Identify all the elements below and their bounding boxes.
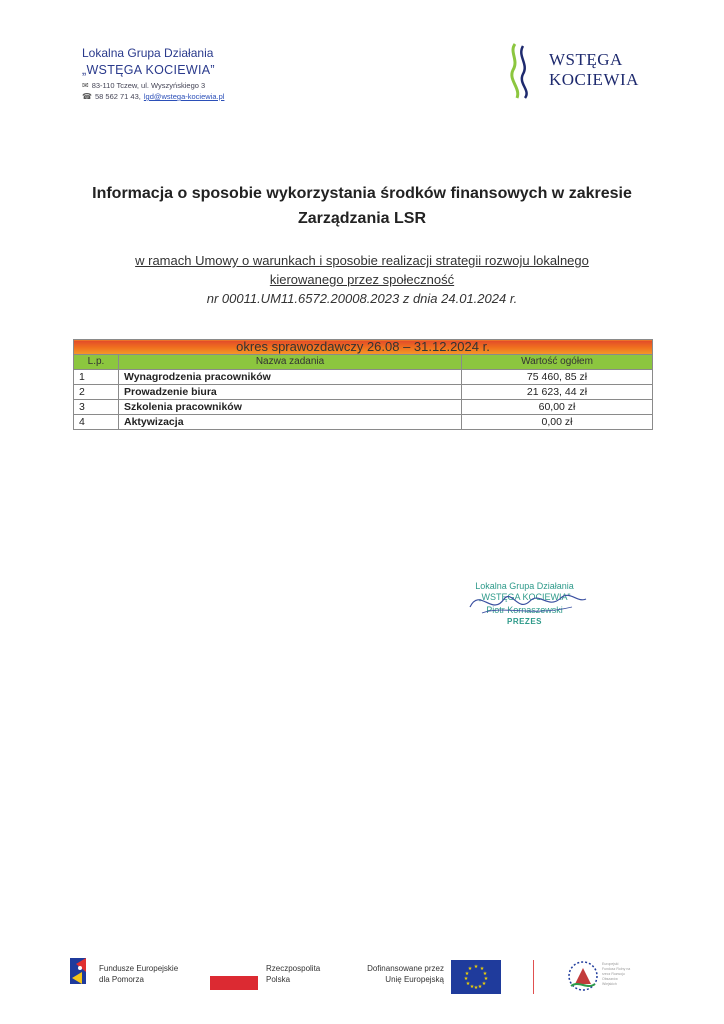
logo-line2: KOCIEWIA (549, 70, 639, 89)
svg-text:★: ★ (482, 971, 488, 977)
period-row (74, 340, 653, 355)
rp-line1: Rzeczpospolita (266, 964, 321, 973)
email-link[interactable]: lgd@wstega-kociewia.pl (143, 92, 225, 101)
address-text: 83-110 Tczew, ul. Wyszyńskiego 3 (91, 81, 206, 90)
table-row (74, 400, 653, 415)
eu-line1: Dofinansowane przez (367, 964, 444, 973)
report-table (73, 339, 653, 430)
eu-funds-line2: dla Pomorza (99, 975, 144, 984)
stamp-signatory: Piotr Kornaszewski (486, 605, 563, 615)
phone-icon: ☎ (82, 92, 92, 101)
subtitle-line1: w ramach Umowy o warunkach i sposobie realizacji strategii rozwoju lokalnego (135, 253, 589, 268)
phone-text: 58 562 71 43, (94, 92, 141, 101)
svg-text:★: ★ (473, 964, 479, 970)
stamp-role: PREZES (506, 617, 542, 626)
eu-funds-logo-icon (70, 954, 94, 988)
svg-text:★: ★ (465, 981, 471, 987)
eu-funds-label (99, 963, 178, 985)
row-value: 0,00 zł (462, 415, 653, 430)
rural-development-logo-icon (563, 958, 603, 994)
republic-of-poland-label (266, 963, 320, 985)
eu-cofinanced-label (352, 963, 444, 985)
row-value: 60,00 zł (462, 400, 653, 415)
svg-text:★: ★ (481, 981, 487, 987)
svg-text:★: ★ (464, 971, 470, 977)
handwritten-signature (452, 577, 592, 632)
svg-text:★: ★ (473, 985, 479, 991)
row-lp: 2 (74, 385, 119, 400)
stamp-line1: Lokalna Grupa Działania (475, 581, 574, 591)
subtitle-line2: kierowanego przez społeczność (269, 272, 455, 287)
official-stamp (452, 577, 592, 632)
reporting-period: okres sprawozdawczy 26.08 – 31.12.2024 r. (74, 340, 653, 355)
org-address (82, 81, 224, 90)
table-header-row (74, 355, 653, 370)
polish-flag-icon (210, 976, 258, 990)
org-name-line2: „WSTĘGA KOCIEWIA” (82, 63, 215, 77)
table-row (74, 415, 653, 430)
row-task-name: Wynagrodzenia pracowników (119, 370, 462, 385)
organization-header (82, 46, 224, 101)
org-name-line1: Lokalna Grupa Działania (82, 46, 214, 60)
svg-text:★: ★ (467, 966, 473, 972)
header-lp: L.p. (74, 355, 119, 370)
row-task-name: Prowadzenie biura (119, 385, 462, 400)
table-row (74, 385, 653, 400)
envelope-icon: ✉ (82, 81, 89, 90)
svg-text:★: ★ (477, 984, 483, 990)
row-task-name: Aktywizacja (119, 415, 462, 430)
table-row (74, 370, 653, 385)
row-value: 75 460, 85 zł (462, 370, 653, 385)
row-lp: 3 (74, 400, 119, 415)
row-value: 21 623, 44 zł (462, 385, 653, 400)
svg-text:★: ★ (479, 966, 485, 972)
agreement-number: nr 00011.UM11.6572.20008.2023 z dnia 24.01.2024 r. (206, 291, 518, 306)
ribbon-logo-icon (505, 40, 549, 102)
document-title (40, 181, 684, 231)
eafrd-label: Europejski Fundusz Rolny na rzecz Rozwoju Obszarów Wiejskich (602, 962, 631, 986)
header-task-name: Nazwa zadania (119, 355, 462, 370)
header-total-value: Wartość ogółem (462, 355, 653, 370)
eu-line2: Unię Europejską (385, 975, 444, 984)
svg-text:★: ★ (483, 976, 489, 982)
eu-funds-line1: Fundusze Europejskie (99, 964, 179, 973)
footer-divider (533, 960, 534, 994)
svg-text:★: ★ (469, 984, 475, 990)
document-subtitle (40, 251, 684, 308)
stamp-line2: „WSTĘGA KOCIEWIA” (478, 592, 571, 602)
row-lp: 4 (74, 415, 119, 430)
row-task-name: Szkolenia pracowników (119, 400, 462, 415)
logo-text (549, 50, 639, 90)
org-contact (82, 92, 224, 101)
logo-line1: WSTĘGA (549, 50, 623, 69)
eu-flag-icon (451, 960, 501, 994)
wstega-kociewia-logo (505, 40, 665, 102)
funding-footer (0, 950, 724, 1000)
row-lp: 1 (74, 370, 119, 385)
title-line2: Zarządzania LSR (297, 210, 427, 227)
svg-text:★: ★ (463, 976, 469, 982)
title-line1: Informacja o sposobie wykorzystania środków finansowych w zakresie (92, 185, 632, 202)
rp-line2: Polska (266, 975, 291, 984)
